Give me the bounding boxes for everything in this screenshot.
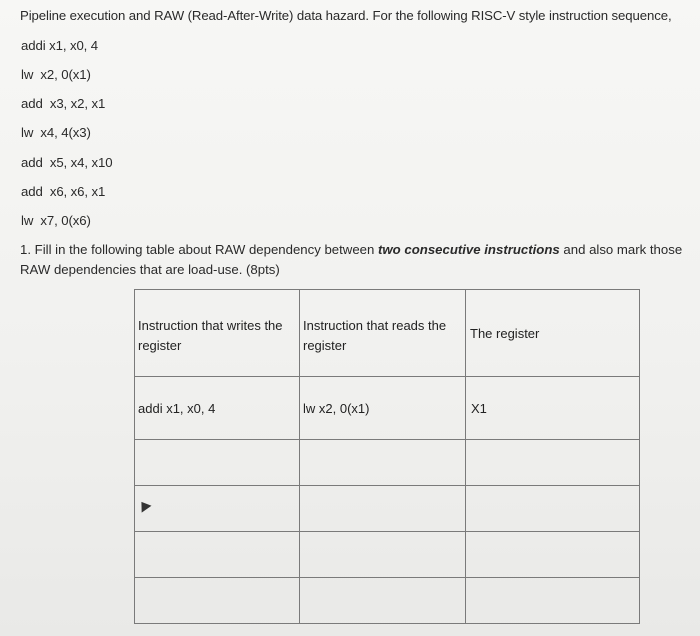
question-text [20,240,695,280]
instruction-line: lw x2, 0(x1) [21,67,91,82]
table-cell[interactable] [300,578,466,624]
question-emphasis: two consecutive instructions [378,242,560,257]
header-register: The register [470,326,540,341]
table-row [135,440,640,486]
header-writes: Instruction that writes the register [138,318,283,353]
instruction-line: add x6, x6, x1 [21,184,106,199]
table-cell[interactable] [466,377,640,440]
instruction-line: add x3, x2, x1 [21,96,106,111]
table-cell[interactable] [466,440,640,486]
table-row [135,377,640,440]
table-row [135,486,640,532]
table-cell[interactable] [135,486,300,532]
raw-dependency-table [134,289,640,624]
instruction-line: lw x7, 0(x6) [21,213,91,228]
table-header-row [135,290,640,377]
table-cell[interactable] [135,440,300,486]
table-cell[interactable] [135,532,300,578]
cell-register: X1 [471,401,487,416]
table-row [135,578,640,624]
table-cell[interactable] [466,532,640,578]
instruction-line: add x5, x4, x10 [21,155,113,170]
table-cell[interactable] [300,486,466,532]
table-cell[interactable] [300,440,466,486]
question-part1: 1. Fill in the following table about RAW dependency between [20,242,378,257]
table-cell[interactable] [135,377,300,440]
cell-writer: addi x1, x0, 4 [138,401,216,416]
header-cell [466,290,640,377]
instruction-line: addi x1, x0, 4 [21,38,99,53]
header-reads: Instruction that reads the register [303,318,447,353]
table-row [135,532,640,578]
question-part2: and also mark those RAW dependencies that are load-use. (8pts) [20,242,683,277]
table-cell[interactable] [466,578,640,624]
instruction-line: lw x4, 4(x3) [21,125,91,140]
header-cell [135,290,300,377]
table-cell[interactable] [466,486,640,532]
table-cell[interactable] [135,578,300,624]
table-cell[interactable] [300,532,466,578]
intro-text: Pipeline execution and RAW (Read-After-Write) data hazard. For the following RISC-V style instruction sequence, [20,8,672,23]
table-cell[interactable] [300,377,466,440]
header-cell [300,290,466,377]
cell-reader: lw x2, 0(x1) [303,401,370,416]
